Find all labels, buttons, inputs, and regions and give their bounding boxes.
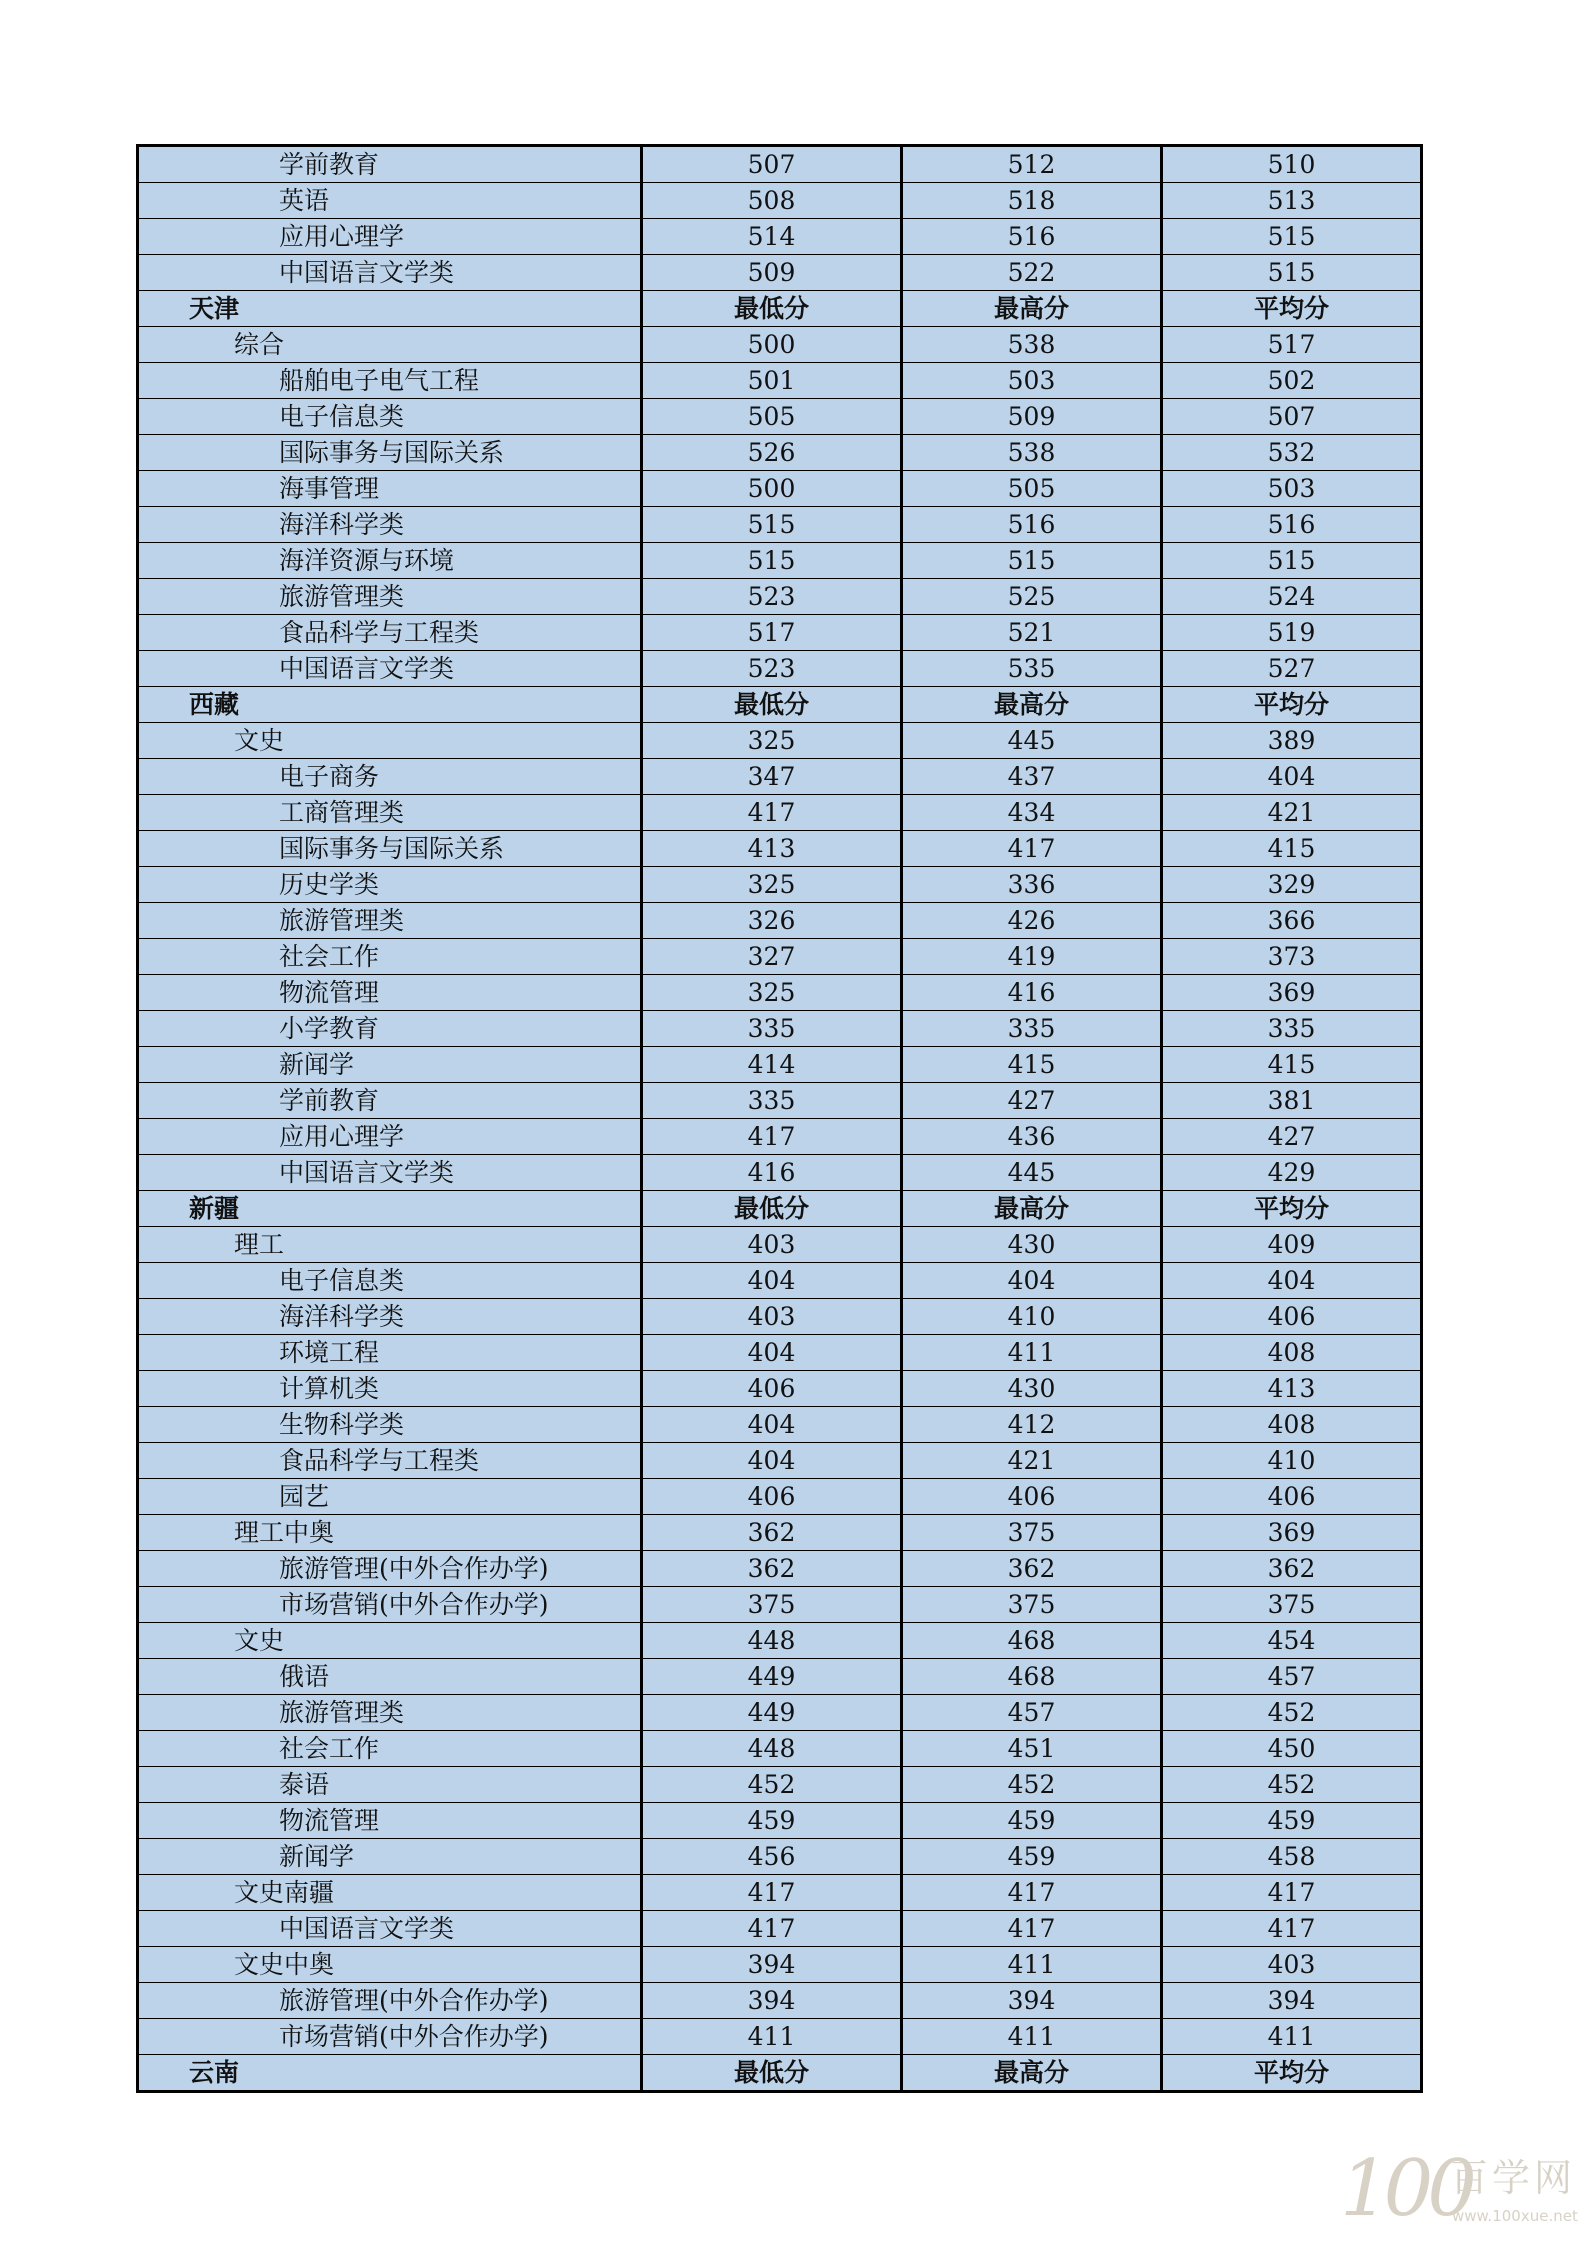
max-score-cell: 417 <box>902 1911 1162 1947</box>
max-score-cell: 415 <box>902 1047 1162 1083</box>
avg-score-cell: 406 <box>1162 1479 1422 1515</box>
min-score-cell: 394 <box>642 1947 902 1983</box>
avg-score-cell: 408 <box>1162 1335 1422 1371</box>
major-row <box>138 615 1422 651</box>
min-score-cell: 509 <box>642 255 902 291</box>
major-name-cell: 物流管理 <box>138 975 642 1011</box>
site-logo <box>1340 2144 1580 2234</box>
max-score-cell: 516 <box>902 507 1162 543</box>
avg-score-cell: 503 <box>1162 471 1422 507</box>
major-name-cell: 旅游管理(中外合作办学) <box>138 1983 642 2019</box>
avg-score-cell: 373 <box>1162 939 1422 975</box>
major-row <box>138 1983 1422 2019</box>
avg-score-cell: 409 <box>1162 1227 1422 1263</box>
major-name-cell: 社会工作 <box>138 939 642 975</box>
major-name-cell: 园艺 <box>138 1479 642 1515</box>
max-score-cell: 538 <box>902 435 1162 471</box>
max-score-cell: 411 <box>902 2019 1162 2055</box>
min-score-cell: 448 <box>642 1731 902 1767</box>
min-score-cell: 403 <box>642 1299 902 1335</box>
min-score-cell: 515 <box>642 543 902 579</box>
max-score-cell: 最高分 <box>902 2055 1162 2092</box>
major-row <box>138 219 1422 255</box>
logo-name: 百学网 <box>1450 2156 1577 2200</box>
avg-score-cell: 415 <box>1162 831 1422 867</box>
major-row <box>138 939 1422 975</box>
category-name-cell: 文史 <box>138 723 642 759</box>
max-score-cell: 417 <box>902 831 1162 867</box>
major-row <box>138 1335 1422 1371</box>
max-score-cell: 404 <box>902 1263 1162 1299</box>
avg-score-cell: 515 <box>1162 543 1422 579</box>
avg-score-cell: 452 <box>1162 1767 1422 1803</box>
avg-score-cell: 454 <box>1162 1623 1422 1659</box>
min-score-cell: 325 <box>642 867 902 903</box>
max-score-cell: 445 <box>902 1155 1162 1191</box>
min-score-cell: 403 <box>642 1227 902 1263</box>
category-name-cell: 文史南疆 <box>138 1875 642 1911</box>
avg-score-cell: 平均分 <box>1162 291 1422 327</box>
avg-score-cell: 519 <box>1162 615 1422 651</box>
min-score-cell: 最低分 <box>642 1191 902 1227</box>
min-score-cell: 417 <box>642 1875 902 1911</box>
major-name-cell: 历史学类 <box>138 867 642 903</box>
major-row <box>138 903 1422 939</box>
max-score-cell: 421 <box>902 1443 1162 1479</box>
major-name-cell: 生物科学类 <box>138 1407 642 1443</box>
min-score-cell: 最低分 <box>642 2055 902 2092</box>
min-score-cell: 416 <box>642 1155 902 1191</box>
category-name-cell: 文史 <box>138 1623 642 1659</box>
major-name-cell: 海事管理 <box>138 471 642 507</box>
max-score-cell: 最高分 <box>902 291 1162 327</box>
avg-score-cell: 510 <box>1162 146 1422 183</box>
min-score-cell: 501 <box>642 363 902 399</box>
major-name-cell: 应用心理学 <box>138 1119 642 1155</box>
major-name-cell: 应用心理学 <box>138 219 642 255</box>
province-header-row <box>138 1191 1422 1227</box>
province-header-row <box>138 291 1422 327</box>
min-score-cell: 404 <box>642 1443 902 1479</box>
major-row <box>138 1047 1422 1083</box>
max-score-cell: 436 <box>902 1119 1162 1155</box>
max-score-cell: 416 <box>902 975 1162 1011</box>
major-row <box>138 1839 1422 1875</box>
min-score-cell: 最低分 <box>642 291 902 327</box>
max-score-cell: 505 <box>902 471 1162 507</box>
avg-score-cell: 平均分 <box>1162 2055 1422 2092</box>
max-score-cell: 521 <box>902 615 1162 651</box>
major-row <box>138 1803 1422 1839</box>
major-name-cell: 学前教育 <box>138 146 642 183</box>
max-score-cell: 457 <box>902 1695 1162 1731</box>
max-score-cell: 411 <box>902 1335 1162 1371</box>
major-name-cell: 市场营销(中外合作办学) <box>138 1587 642 1623</box>
major-row <box>138 795 1422 831</box>
major-row <box>138 1911 1422 1947</box>
major-row <box>138 543 1422 579</box>
major-row <box>138 1155 1422 1191</box>
min-score-cell: 404 <box>642 1263 902 1299</box>
major-name-cell: 国际事务与国际关系 <box>138 435 642 471</box>
category-name-cell: 理工 <box>138 1227 642 1263</box>
avg-score-cell: 404 <box>1162 1263 1422 1299</box>
max-score-cell: 375 <box>902 1515 1162 1551</box>
category-row <box>138 1515 1422 1551</box>
min-score-cell: 523 <box>642 651 902 687</box>
province-name-cell: 天津 <box>138 291 642 327</box>
avg-score-cell: 335 <box>1162 1011 1422 1047</box>
avg-score-cell: 394 <box>1162 1983 1422 2019</box>
min-score-cell: 500 <box>642 327 902 363</box>
avg-score-cell: 502 <box>1162 363 1422 399</box>
major-name-cell: 英语 <box>138 183 642 219</box>
min-score-cell: 500 <box>642 471 902 507</box>
major-row <box>138 579 1422 615</box>
min-score-cell: 459 <box>642 1803 902 1839</box>
major-name-cell: 国际事务与国际关系 <box>138 831 642 867</box>
logo-number: 100 <box>1340 2144 1471 2234</box>
min-score-cell: 456 <box>642 1839 902 1875</box>
max-score-cell: 445 <box>902 723 1162 759</box>
major-name-cell: 物流管理 <box>138 1803 642 1839</box>
avg-score-cell: 平均分 <box>1162 1191 1422 1227</box>
avg-score-cell: 403 <box>1162 1947 1422 1983</box>
major-row <box>138 255 1422 291</box>
min-score-cell: 526 <box>642 435 902 471</box>
major-name-cell: 海洋科学类 <box>138 1299 642 1335</box>
category-row <box>138 1623 1422 1659</box>
avg-score-cell: 366 <box>1162 903 1422 939</box>
avg-score-cell: 404 <box>1162 759 1422 795</box>
max-score-cell: 468 <box>902 1659 1162 1695</box>
min-score-cell: 449 <box>642 1695 902 1731</box>
min-score-cell: 325 <box>642 975 902 1011</box>
major-row <box>138 1587 1422 1623</box>
province-header-row <box>138 2055 1422 2092</box>
min-score-cell: 514 <box>642 219 902 255</box>
major-name-cell: 学前教育 <box>138 1083 642 1119</box>
major-row <box>138 1299 1422 1335</box>
major-name-cell: 电子信息类 <box>138 399 642 435</box>
avg-score-cell: 421 <box>1162 795 1422 831</box>
min-score-cell: 505 <box>642 399 902 435</box>
max-score-cell: 419 <box>902 939 1162 975</box>
min-score-cell: 448 <box>642 1623 902 1659</box>
avg-score-cell: 329 <box>1162 867 1422 903</box>
min-score-cell: 406 <box>642 1371 902 1407</box>
category-name-cell: 综合 <box>138 327 642 363</box>
min-score-cell: 394 <box>642 1983 902 2019</box>
major-row <box>138 1551 1422 1587</box>
major-row <box>138 1371 1422 1407</box>
province-name-cell: 云南 <box>138 2055 642 2092</box>
min-score-cell: 362 <box>642 1515 902 1551</box>
category-name-cell: 文史中奥 <box>138 1947 642 1983</box>
min-score-cell: 413 <box>642 831 902 867</box>
max-score-cell: 362 <box>902 1551 1162 1587</box>
min-score-cell: 375 <box>642 1587 902 1623</box>
major-row <box>138 1011 1422 1047</box>
logo-url: www.100xue.net <box>1452 2207 1578 2225</box>
category-row <box>138 1875 1422 1911</box>
max-score-cell: 468 <box>902 1623 1162 1659</box>
avg-score-cell: 375 <box>1162 1587 1422 1623</box>
max-score-cell: 394 <box>902 1983 1162 2019</box>
major-name-cell: 食品科学与工程类 <box>138 615 642 651</box>
major-name-cell: 旅游管理类 <box>138 579 642 615</box>
min-score-cell: 508 <box>642 183 902 219</box>
max-score-cell: 451 <box>902 1731 1162 1767</box>
major-row <box>138 1695 1422 1731</box>
major-name-cell: 旅游管理类 <box>138 1695 642 1731</box>
avg-score-cell: 389 <box>1162 723 1422 759</box>
category-row <box>138 1947 1422 1983</box>
major-row <box>138 831 1422 867</box>
max-score-cell: 516 <box>902 219 1162 255</box>
province-name-cell: 西藏 <box>138 687 642 723</box>
major-name-cell: 中国语言文学类 <box>138 1155 642 1191</box>
min-score-cell: 404 <box>642 1407 902 1443</box>
major-row <box>138 1263 1422 1299</box>
avg-score-cell: 532 <box>1162 435 1422 471</box>
major-name-cell: 食品科学与工程类 <box>138 1443 642 1479</box>
major-name-cell: 中国语言文学类 <box>138 651 642 687</box>
score-table-body <box>138 146 1422 2092</box>
min-score-cell: 326 <box>642 903 902 939</box>
category-name-cell: 理工中奥 <box>138 1515 642 1551</box>
major-name-cell: 泰语 <box>138 1767 642 1803</box>
major-row <box>138 1443 1422 1479</box>
min-score-cell: 406 <box>642 1479 902 1515</box>
min-score-cell: 325 <box>642 723 902 759</box>
min-score-cell: 515 <box>642 507 902 543</box>
max-score-cell: 522 <box>902 255 1162 291</box>
major-name-cell: 电子信息类 <box>138 1263 642 1299</box>
max-score-cell: 430 <box>902 1227 1162 1263</box>
max-score-cell: 335 <box>902 1011 1162 1047</box>
avg-score-cell: 516 <box>1162 507 1422 543</box>
major-name-cell: 计算机类 <box>138 1371 642 1407</box>
max-score-cell: 459 <box>902 1839 1162 1875</box>
major-row <box>138 1407 1422 1443</box>
max-score-cell: 512 <box>902 146 1162 183</box>
min-score-cell: 414 <box>642 1047 902 1083</box>
avg-score-cell: 408 <box>1162 1407 1422 1443</box>
min-score-cell: 411 <box>642 2019 902 2055</box>
avg-score-cell: 515 <box>1162 219 1422 255</box>
major-name-cell: 中国语言文学类 <box>138 1911 642 1947</box>
major-row <box>138 1659 1422 1695</box>
max-score-cell: 538 <box>902 327 1162 363</box>
max-score-cell: 515 <box>902 543 1162 579</box>
max-score-cell: 417 <box>902 1875 1162 1911</box>
min-score-cell: 507 <box>642 146 902 183</box>
major-row <box>138 507 1422 543</box>
category-row <box>138 1227 1422 1263</box>
major-name-cell: 新闻学 <box>138 1839 642 1875</box>
max-score-cell: 459 <box>902 1803 1162 1839</box>
max-score-cell: 427 <box>902 1083 1162 1119</box>
major-row <box>138 759 1422 795</box>
max-score-cell: 434 <box>902 795 1162 831</box>
major-name-cell: 社会工作 <box>138 1731 642 1767</box>
avg-score-cell: 457 <box>1162 1659 1422 1695</box>
major-row <box>138 183 1422 219</box>
max-score-cell: 437 <box>902 759 1162 795</box>
avg-score-cell: 452 <box>1162 1695 1422 1731</box>
min-score-cell: 347 <box>642 759 902 795</box>
avg-score-cell: 458 <box>1162 1839 1422 1875</box>
min-score-cell: 449 <box>642 1659 902 1695</box>
province-name-cell: 新疆 <box>138 1191 642 1227</box>
major-name-cell: 海洋科学类 <box>138 507 642 543</box>
avg-score-cell: 369 <box>1162 1515 1422 1551</box>
major-row <box>138 1083 1422 1119</box>
major-name-cell: 工商管理类 <box>138 795 642 831</box>
min-score-cell: 417 <box>642 1911 902 1947</box>
major-row <box>138 435 1422 471</box>
min-score-cell: 327 <box>642 939 902 975</box>
category-row <box>138 327 1422 363</box>
min-score-cell: 417 <box>642 1119 902 1155</box>
major-row <box>138 975 1422 1011</box>
max-score-cell: 535 <box>902 651 1162 687</box>
avg-score-cell: 417 <box>1162 1875 1422 1911</box>
major-name-cell: 旅游管理(中外合作办学) <box>138 1551 642 1587</box>
major-name-cell: 环境工程 <box>138 1335 642 1371</box>
major-name-cell: 电子商务 <box>138 759 642 795</box>
min-score-cell: 523 <box>642 579 902 615</box>
avg-score-cell: 411 <box>1162 2019 1422 2055</box>
max-score-cell: 509 <box>902 399 1162 435</box>
avg-score-cell: 513 <box>1162 183 1422 219</box>
max-score-cell: 518 <box>902 183 1162 219</box>
major-row <box>138 399 1422 435</box>
avg-score-cell: 413 <box>1162 1371 1422 1407</box>
min-score-cell: 404 <box>642 1335 902 1371</box>
avg-score-cell: 515 <box>1162 255 1422 291</box>
major-name-cell: 新闻学 <box>138 1047 642 1083</box>
max-score-cell: 525 <box>902 579 1162 615</box>
max-score-cell: 411 <box>902 1947 1162 1983</box>
avg-score-cell: 410 <box>1162 1443 1422 1479</box>
max-score-cell: 最高分 <box>902 1191 1162 1227</box>
major-row <box>138 1767 1422 1803</box>
avg-score-cell: 429 <box>1162 1155 1422 1191</box>
min-score-cell: 417 <box>642 795 902 831</box>
avg-score-cell: 369 <box>1162 975 1422 1011</box>
major-name-cell: 小学教育 <box>138 1011 642 1047</box>
avg-score-cell: 427 <box>1162 1119 1422 1155</box>
max-score-cell: 426 <box>902 903 1162 939</box>
avg-score-cell: 450 <box>1162 1731 1422 1767</box>
province-header-row <box>138 687 1422 723</box>
category-row <box>138 723 1422 759</box>
major-row <box>138 1119 1422 1155</box>
major-name-cell: 中国语言文学类 <box>138 255 642 291</box>
avg-score-cell: 362 <box>1162 1551 1422 1587</box>
major-name-cell: 俄语 <box>138 1659 642 1695</box>
avg-score-cell: 417 <box>1162 1911 1422 1947</box>
score-table <box>136 144 1423 2093</box>
major-name-cell: 海洋资源与环境 <box>138 543 642 579</box>
max-score-cell: 503 <box>902 363 1162 399</box>
avg-score-cell: 415 <box>1162 1047 1422 1083</box>
avg-score-cell: 459 <box>1162 1803 1422 1839</box>
max-score-cell: 336 <box>902 867 1162 903</box>
major-name-cell: 市场营销(中外合作办学) <box>138 2019 642 2055</box>
major-row <box>138 2019 1422 2055</box>
min-score-cell: 452 <box>642 1767 902 1803</box>
max-score-cell: 406 <box>902 1479 1162 1515</box>
avg-score-cell: 517 <box>1162 327 1422 363</box>
major-row <box>138 1479 1422 1515</box>
max-score-cell: 375 <box>902 1587 1162 1623</box>
min-score-cell: 335 <box>642 1011 902 1047</box>
major-row <box>138 867 1422 903</box>
major-row <box>138 471 1422 507</box>
avg-score-cell: 平均分 <box>1162 687 1422 723</box>
max-score-cell: 452 <box>902 1767 1162 1803</box>
major-row <box>138 146 1422 183</box>
max-score-cell: 最高分 <box>902 687 1162 723</box>
avg-score-cell: 507 <box>1162 399 1422 435</box>
avg-score-cell: 406 <box>1162 1299 1422 1335</box>
min-score-cell: 517 <box>642 615 902 651</box>
min-score-cell: 335 <box>642 1083 902 1119</box>
major-row <box>138 363 1422 399</box>
avg-score-cell: 524 <box>1162 579 1422 615</box>
major-name-cell: 船舶电子电气工程 <box>138 363 642 399</box>
min-score-cell: 362 <box>642 1551 902 1587</box>
avg-score-cell: 381 <box>1162 1083 1422 1119</box>
max-score-cell: 430 <box>902 1371 1162 1407</box>
major-row <box>138 1731 1422 1767</box>
max-score-cell: 410 <box>902 1299 1162 1335</box>
max-score-cell: 412 <box>902 1407 1162 1443</box>
avg-score-cell: 527 <box>1162 651 1422 687</box>
major-name-cell: 旅游管理类 <box>138 903 642 939</box>
major-row <box>138 651 1422 687</box>
min-score-cell: 最低分 <box>642 687 902 723</box>
